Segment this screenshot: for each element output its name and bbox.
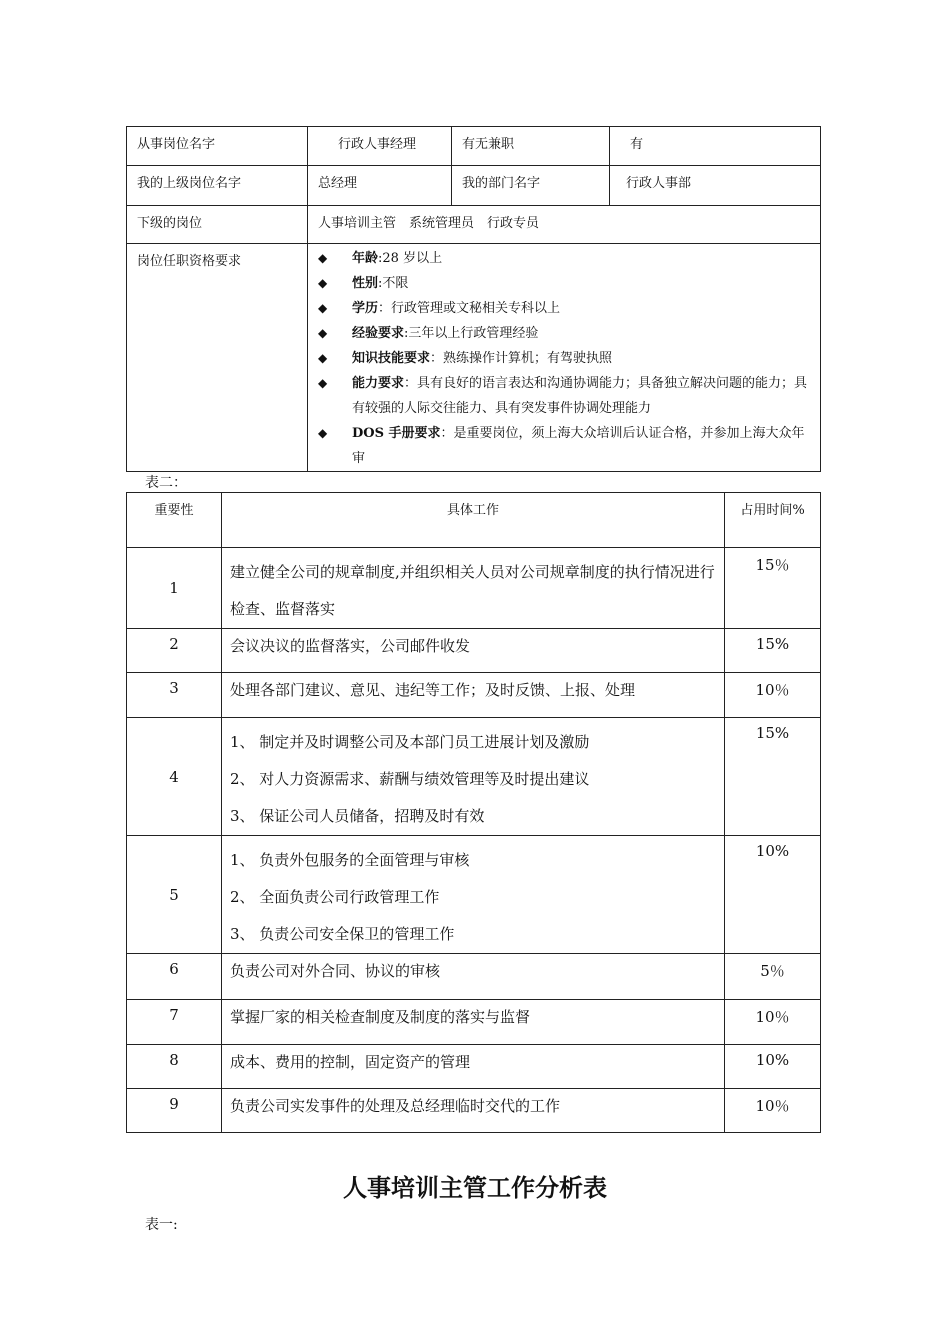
time-percent-cell: 10％ bbox=[725, 1089, 821, 1133]
position-info-table bbox=[126, 126, 821, 472]
requirement-value: 28 岁以上 bbox=[382, 251, 443, 266]
requirement-text bbox=[352, 246, 810, 271]
time-percent-cell: 5％ bbox=[725, 954, 821, 1000]
requirement-item bbox=[318, 296, 810, 321]
requirement-text bbox=[352, 271, 810, 296]
requirement-item bbox=[318, 371, 810, 421]
cell-label: 岗位任职资格要求 bbox=[127, 244, 308, 472]
importance-cell: 8 bbox=[127, 1045, 222, 1089]
work-line: 负责公司实发事件的处理及总经理临时交代的工作 bbox=[230, 1097, 561, 1115]
table-row bbox=[127, 954, 821, 1000]
requirement-key: 性别 bbox=[352, 276, 379, 291]
cell-label: 下级的岗位 bbox=[127, 206, 308, 244]
cell-label: 从事岗位名字 bbox=[127, 127, 308, 166]
cell-value: 有 bbox=[610, 127, 821, 166]
time-percent-cell: 15% bbox=[725, 718, 821, 836]
time-percent-cell: 10% bbox=[725, 836, 821, 954]
work-cell bbox=[222, 718, 725, 836]
diamond-bullet-icon: ◆ bbox=[318, 301, 328, 315]
requirement-item bbox=[318, 246, 810, 271]
work-line: 处理各部门建议、意见、违纪等工作；及时反馈、上报、处理 bbox=[230, 681, 636, 699]
table-row bbox=[127, 127, 821, 166]
table-row bbox=[127, 718, 821, 836]
cell-value: 总经理 bbox=[308, 166, 452, 206]
requirement-separator: : bbox=[404, 326, 409, 341]
requirement-value: 具有良好的语言表达和沟通协调能力；具备独立解决问题的能力；具有较强的人际交往能力、具有突发事件协调处理能力 bbox=[352, 376, 808, 416]
requirement-item bbox=[318, 271, 810, 296]
work-line: 2、 对人力资源需求、薪酬与绩效管理等及时提出建议 bbox=[230, 770, 590, 788]
header-importance: 重要性 bbox=[127, 493, 222, 548]
diamond-bullet-icon: ◆ bbox=[318, 276, 328, 290]
work-cell bbox=[222, 548, 725, 629]
cell-label: 我的部门名字 bbox=[452, 166, 610, 206]
requirement-text bbox=[352, 421, 810, 471]
work-cell bbox=[222, 673, 725, 718]
work-cell bbox=[222, 836, 725, 954]
diamond-bullet-icon: ◆ bbox=[318, 376, 328, 390]
table-row bbox=[127, 836, 821, 954]
table-row bbox=[127, 206, 821, 244]
work-cell bbox=[222, 1089, 725, 1133]
diamond-bullet-icon: ◆ bbox=[318, 326, 328, 340]
header-time: 占用时间% bbox=[725, 493, 821, 548]
requirement-value: 行政管理或文秘相关专科以上 bbox=[391, 301, 561, 316]
requirement-key: 能力要求 bbox=[352, 376, 405, 391]
importance-cell: 7 bbox=[127, 1000, 222, 1045]
table-row bbox=[127, 548, 821, 629]
requirement-item bbox=[318, 421, 810, 471]
cell-label: 我的上级岗位名字 bbox=[127, 166, 308, 206]
work-line: 负责公司对外合同、协议的审核 bbox=[230, 962, 441, 980]
diamond-bullet-icon: ◆ bbox=[318, 426, 328, 440]
importance-cell: 9 bbox=[127, 1089, 222, 1133]
work-line: 3、 保证公司人员储备，招聘及时有效 bbox=[230, 807, 485, 825]
requirement-separator: ： bbox=[430, 351, 444, 366]
work-cell bbox=[222, 954, 725, 1000]
requirement-item bbox=[318, 321, 810, 346]
importance-cell: 5 bbox=[127, 836, 222, 954]
cell-value: 行政人事部 bbox=[610, 166, 821, 206]
table-caption: 表一: bbox=[145, 1217, 178, 1233]
table-row bbox=[127, 673, 821, 718]
requirement-key: 经验要求 bbox=[352, 326, 405, 341]
importance-cell: 6 bbox=[127, 954, 222, 1000]
table-row bbox=[127, 244, 821, 472]
time-percent-cell: 15％ bbox=[725, 548, 821, 629]
cell-value: 行政人事经理 bbox=[308, 127, 452, 166]
requirement-value: 熟练操作计算机；有驾驶执照 bbox=[443, 351, 613, 366]
cell-value: 人事培训主管 系统管理员 行政专员 bbox=[308, 206, 821, 244]
work-line: 掌握厂家的相关检查制度及制度的落实与监督 bbox=[230, 1008, 531, 1026]
work-line: 建立健全公司的规章制度,并组织相关人员对公司规章制度的执行情况进行检查、监督落实 bbox=[230, 563, 715, 618]
table-row bbox=[127, 1000, 821, 1045]
importance-cell: 1 bbox=[127, 548, 222, 629]
time-percent-cell: 10％ bbox=[725, 1000, 821, 1045]
requirement-value: 三年以上行政管理经验 bbox=[408, 326, 539, 341]
table-row bbox=[127, 166, 821, 206]
requirement-separator: ： bbox=[440, 426, 454, 441]
requirement-text bbox=[352, 346, 810, 371]
requirement-separator: : bbox=[378, 276, 383, 291]
requirement-text bbox=[352, 371, 810, 421]
time-percent-cell: 15% bbox=[725, 629, 821, 673]
table-caption: 表二： bbox=[145, 475, 187, 491]
work-cell bbox=[222, 1000, 725, 1045]
work-line: 成本、费用的控制，固定资产的管理 bbox=[230, 1053, 471, 1071]
diamond-bullet-icon: ◆ bbox=[318, 351, 328, 365]
work-cell bbox=[222, 1045, 725, 1089]
table-row bbox=[127, 629, 821, 673]
page-title: 人事培训主管工作分析表 bbox=[343, 1173, 607, 1202]
work-line: 会议决议的监督落实，公司邮件收发 bbox=[230, 637, 471, 655]
requirement-text bbox=[352, 321, 810, 346]
importance-cell: 4 bbox=[127, 718, 222, 836]
requirement-value: 是重要岗位，须上海大众培训后认证合格，并参加上海大众年审 bbox=[352, 426, 805, 466]
requirement-separator: : bbox=[378, 251, 383, 266]
importance-cell: 2 bbox=[127, 629, 222, 673]
requirement-item bbox=[318, 346, 810, 371]
requirement-value: 不限 bbox=[382, 276, 409, 291]
header-work: 具体工作 bbox=[222, 493, 725, 548]
table-header-row bbox=[127, 493, 821, 548]
requirement-separator: ： bbox=[404, 376, 418, 391]
time-percent-cell: 10％ bbox=[725, 673, 821, 718]
table-row bbox=[127, 1089, 821, 1133]
requirement-key: DOS 手册要求 bbox=[352, 426, 441, 441]
requirement-separator: ： bbox=[378, 301, 392, 316]
work-line: 1、 制定并及时调整公司及本部门员工进展计划及激励 bbox=[230, 733, 590, 751]
requirements-cell bbox=[308, 244, 821, 472]
requirements-list bbox=[318, 246, 810, 471]
requirement-key: 学历 bbox=[352, 301, 379, 316]
requirement-text bbox=[352, 296, 810, 321]
requirement-key: 年龄 bbox=[352, 251, 379, 266]
work-line: 1、 负责外包服务的全面管理与审核 bbox=[230, 851, 470, 869]
work-line: 2、 全面负责公司行政管理工作 bbox=[230, 888, 440, 906]
work-cell bbox=[222, 629, 725, 673]
work-duties-table bbox=[126, 492, 821, 1133]
time-percent-cell: 10% bbox=[725, 1045, 821, 1089]
table-row bbox=[127, 1045, 821, 1089]
requirement-key: 知识技能要求 bbox=[352, 351, 431, 366]
cell-label: 有无兼职 bbox=[452, 127, 610, 166]
work-line: 3、 负责公司安全保卫的管理工作 bbox=[230, 925, 455, 943]
diamond-bullet-icon: ◆ bbox=[318, 251, 328, 265]
importance-cell: 3 bbox=[127, 673, 222, 718]
